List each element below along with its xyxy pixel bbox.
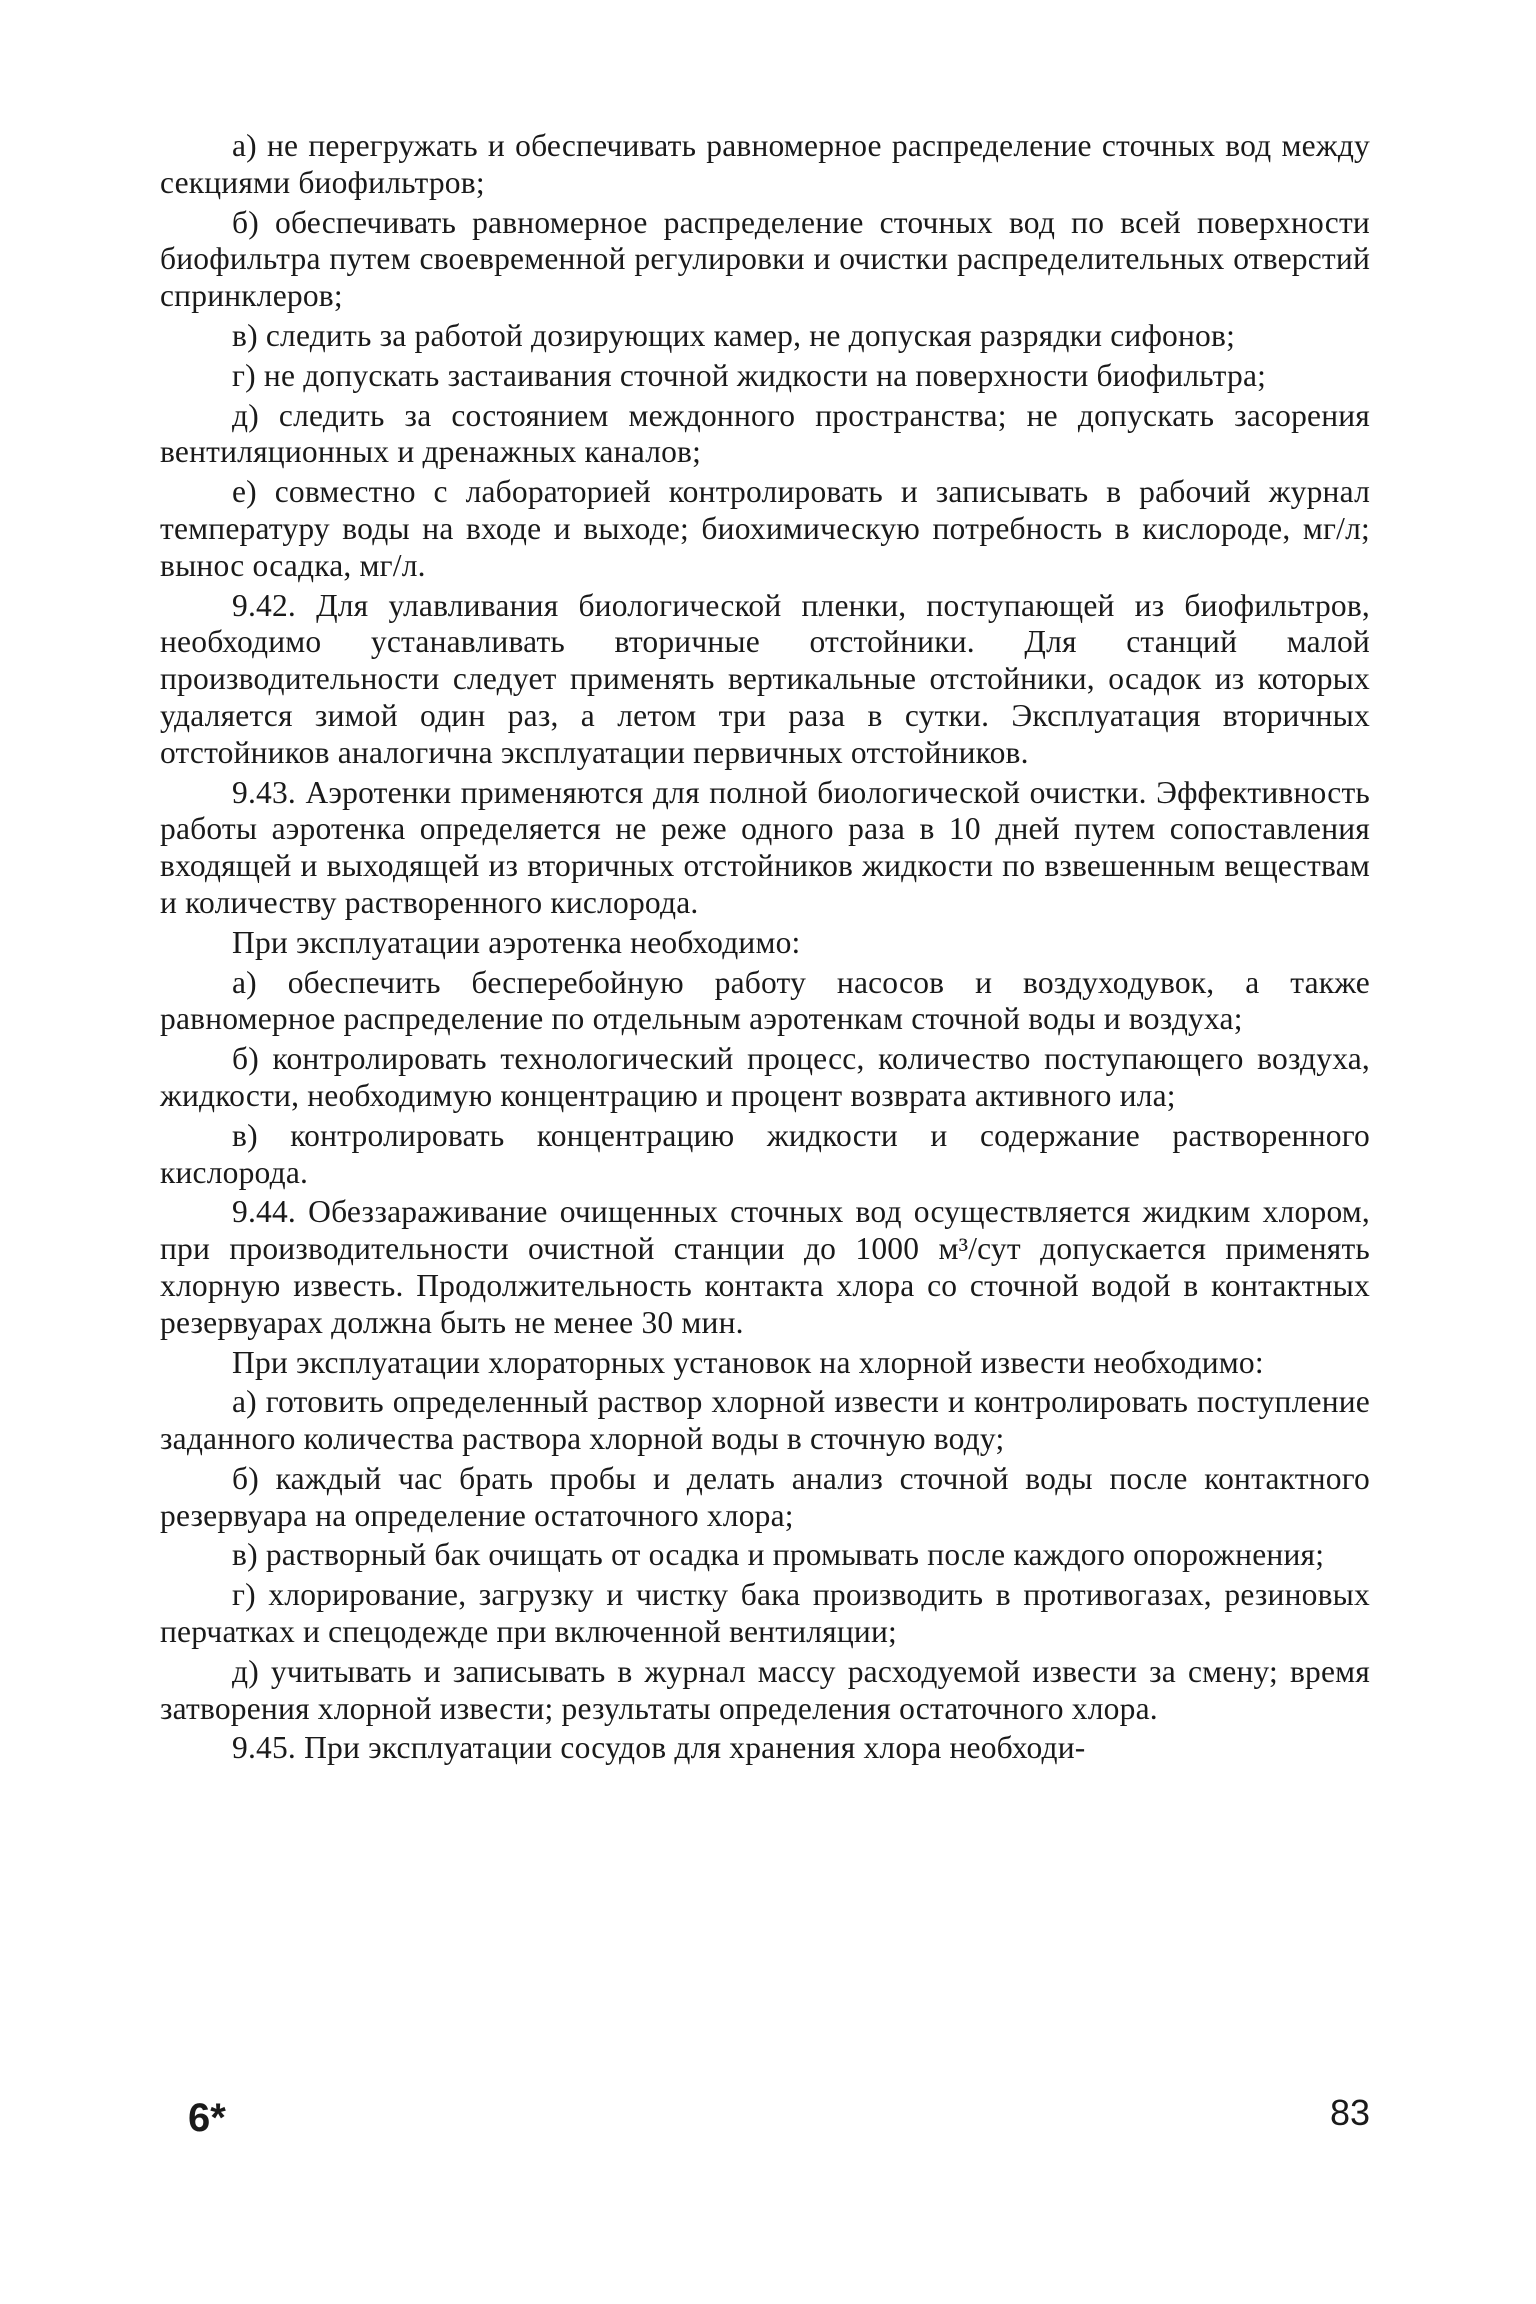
paragraph-9-42: 9.42. Для улавливания биологической пленки, поступающей из биофильтров, необходимо устанавливать вторичные отстойники. Для станций малой производительности следует применять вертикальные отстойники, осадок из которых удаляется зимой один раз, а летом три раза в сутки. Эксплуатация вторичных отстойников аналогична эксплуатации первичных отстойников. (160, 587, 1370, 770)
paragraph-chlorinator-a: а) готовить определенный раствор хлорной извести и контролировать поступление заданного количества раствора хлорной воды в сточную воду; (160, 1384, 1370, 1457)
signature-mark: 6* (188, 2096, 226, 2140)
paragraph-d-interbottom-space: д) следить за состоянием междонного пространства; не допускать засорения вентиляционных и дренажных каналов; (160, 397, 1370, 470)
paragraph-chlorinator-g: г) хлорирование, загрузку и чистку бака производить в противогазах, резиновых перчатках и спецодежде при включенной вентиляции; (160, 1577, 1370, 1650)
paragraph-chlorinator-v: в) растворный бак очищать от осадка и промывать после каждого опорожнения; (232, 1537, 1325, 1573)
paragraph-aerotank-b: б) контролировать технологический процесс, количество поступающего воздуха, жидкости, необходимую концентрацию и процент возврата активного ила; (160, 1041, 1370, 1113)
paragraph-9-43: 9.43. Аэротенки применяются для полной биологической очистки. Эффективность работы аэротенка определяется не реже одного раза в 10 дней путем сопоставления входящей и выходящей из вторичных отстойников жидкости по взвешенным веществам и количеству растворенного кислорода. (160, 774, 1370, 920)
paragraph-e-lab-control: е) совместно с лабораторией контролировать и записывать в рабочий журнал температуру воды на входе и выходе; биохимическую потребность в кислороде, мг/л; вынос осадка, мг/л. (160, 474, 1370, 583)
paragraph-g-stagnation: г) не допускать застаивания сточной жидкости на поверхности биофильтра; (232, 357, 1267, 393)
paragraph-aerotank-intro: При эксплуатации аэротенка необходимо: (232, 924, 801, 960)
paragraph-a-overload: а) не перегружать и обеспечивать равномерное распределение сточных вод между секциями биофильтров; (160, 128, 1370, 200)
paragraph-chlorinator-intro: При эксплуатации хлораторных установок на хлорной извести необходимо: (232, 1344, 1264, 1380)
paragraph-v-dosing-chambers: в) следить за работой дозирующих камер, не допуская разрядки сифонов; (232, 317, 1236, 353)
paragraph-9-45: 9.45. При эксплуатации сосудов для хранения хлора необходи- (232, 1730, 1086, 1766)
paragraph-aerotank-v: в) контролировать концентрацию жидкости и содержание растворенного кислорода. (160, 1117, 1370, 1190)
page-number: 83 (1330, 2092, 1371, 2133)
page-body (160, 128, 1370, 1770)
paragraph-9-44: 9.44. Обеззараживание очищенных сточных вод осуществляется жидким хлором, при производительности очистной станции до 1000 м³/сут допускается применять хлорную известь. Продолжительность контакта хлора со сточной водой в контактных резервуарах должна быть не менее 30 мин. (160, 1194, 1370, 1340)
paragraph-chlorinator-d: д) учитывать и записывать в журнал массу расходуемой извести за смену; время затворения хлорной извести; результаты определения остаточного хлора. (160, 1653, 1370, 1726)
paragraph-b-distribution: б) обеспечивать равномерное распределение сточных вод по всей поверхности биофильтра путем своевременной регулировки и очистки распределительных отверстий спринклеров; (160, 204, 1370, 314)
paragraph-aerotank-a: а) обеспечить бесперебойную работу насосов и воздуходувок, а также равномерное распределение по отдельным аэротенкам сточной воды и воздуха; (160, 964, 1370, 1037)
paragraph-chlorinator-b: б) каждый час брать пробы и делать анализ сточной воды после контактного резервуара на определение остаточного хлора; (160, 1460, 1370, 1533)
